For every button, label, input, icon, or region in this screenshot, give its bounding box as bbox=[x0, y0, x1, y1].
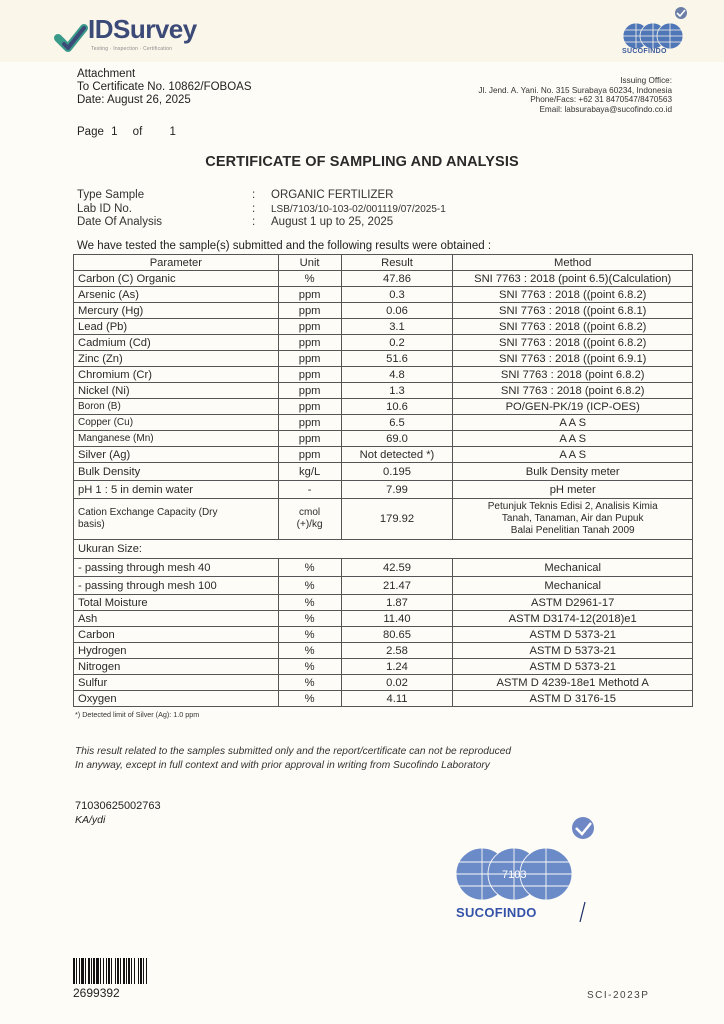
intro-text: We have tested the sample(s) submitted and the following results were obtained : bbox=[77, 240, 492, 252]
cell-parameter: Silver (Ag) bbox=[74, 447, 279, 463]
cell-unit-line: cmol bbox=[299, 507, 321, 518]
cell-parameter: Copper (Cu) bbox=[74, 415, 279, 431]
cell-result: 21.47 bbox=[341, 577, 453, 595]
cell-result: 11.40 bbox=[341, 611, 453, 627]
cell-result: 0.195 bbox=[341, 463, 453, 481]
disclaimer-line: In anyway, except in full context and with prior approval in writing from Sucofindo Laboratory bbox=[75, 759, 490, 771]
reference-block bbox=[75, 799, 161, 827]
page-of-label: of bbox=[132, 126, 143, 138]
barcode-bar bbox=[146, 958, 147, 984]
cell-parameter: Carbon bbox=[74, 627, 279, 643]
cell-result: 7.99 bbox=[341, 481, 453, 499]
cell-result: 179.92 bbox=[341, 499, 453, 540]
form-code: SCI-2023P bbox=[587, 990, 650, 1001]
cell-method: SNI 7763 : 2018 ((point 6.8.1) bbox=[453, 303, 693, 319]
table-row bbox=[74, 481, 693, 499]
barcode-bar bbox=[138, 958, 139, 984]
barcode-bar bbox=[108, 958, 110, 984]
cell-unit: ppm bbox=[278, 335, 341, 351]
column-header-parameter: Parameter bbox=[74, 255, 279, 271]
sample-info bbox=[77, 189, 446, 230]
cell-unit: % bbox=[278, 675, 341, 691]
cell-parameter: Nitrogen bbox=[74, 659, 279, 675]
cell-parameter-line: basis) bbox=[78, 519, 105, 530]
cell-parameter: Manganese (Mn) bbox=[74, 431, 279, 447]
cell-unit: ppm bbox=[278, 351, 341, 367]
cell-result: 3.1 bbox=[341, 319, 453, 335]
issuing-office-email: Email: labsurabaya@sucofindo.co.id bbox=[539, 104, 672, 114]
cell-result: 1.87 bbox=[341, 595, 453, 611]
table-row bbox=[74, 559, 693, 577]
cell-result: 1.3 bbox=[341, 383, 453, 399]
cell-unit: % bbox=[278, 577, 341, 595]
table-row bbox=[74, 627, 693, 643]
sample-info-value: ORGANIC FERTILIZER bbox=[271, 189, 394, 201]
barcode-bar bbox=[117, 958, 119, 984]
cell-unit: ppm bbox=[278, 303, 341, 319]
cell-unit: % bbox=[278, 595, 341, 611]
table-section-row bbox=[74, 540, 693, 559]
disclaimer bbox=[75, 745, 511, 772]
attachment-label: Attachment bbox=[77, 68, 136, 80]
cell-unit: ppm bbox=[278, 319, 341, 335]
sample-info-colon: : bbox=[252, 202, 256, 215]
cell-parameter: - passing through mesh 40 bbox=[74, 559, 279, 577]
table-row bbox=[74, 463, 693, 481]
cell-unit: % bbox=[278, 627, 341, 643]
barcode-bar bbox=[128, 958, 130, 984]
sample-info-colon: : bbox=[252, 189, 256, 201]
sample-info-value: LSB/7103/10-103-02/001119/07/2025-1 bbox=[271, 203, 446, 215]
cell-result: 80.65 bbox=[341, 627, 453, 643]
issuing-office-address: Jl. Jend. A. Yani. No. 315 Surabaya 60234, Indonesia bbox=[478, 85, 672, 95]
page-total: 1 bbox=[169, 126, 176, 138]
table-row bbox=[74, 595, 693, 611]
cell-unit: ppm bbox=[278, 447, 341, 463]
table-row bbox=[74, 383, 693, 399]
cell-result: 4.11 bbox=[341, 691, 453, 707]
cell-method-line: Balai Penelitian Tanah 2009 bbox=[510, 525, 635, 536]
table-row bbox=[74, 287, 693, 303]
barcode-bar bbox=[134, 958, 135, 984]
table-row bbox=[74, 431, 693, 447]
cell-method: ASTM D 5373-21 bbox=[453, 643, 693, 659]
cell-parameter: Zinc (Zn) bbox=[74, 351, 279, 367]
cell-result: 6.5 bbox=[341, 415, 453, 431]
barcode-bar bbox=[76, 958, 77, 984]
table-header-row bbox=[74, 255, 693, 271]
barcode-bar bbox=[103, 958, 104, 984]
column-header-unit: Unit bbox=[278, 255, 341, 271]
cell-unit: ppm bbox=[278, 399, 341, 415]
cell-parameter-line: Cation Exchange Capacity (Dry bbox=[78, 507, 218, 518]
cell-parameter: Boron (B) bbox=[74, 399, 279, 415]
sucofindo-logo-text: SUCOFINDO bbox=[622, 48, 667, 55]
cell-method-line: Petunjuk Teknis Edisi 2, Analisis Kimia bbox=[487, 501, 658, 512]
barcode-bar bbox=[106, 958, 107, 984]
cell-parameter: Carbon (C) Organic bbox=[74, 271, 279, 287]
cell-unit: % bbox=[278, 611, 341, 627]
cell-method: A A S bbox=[453, 447, 693, 463]
cell-parameter: Nickel (Ni) bbox=[74, 383, 279, 399]
cell-method: SNI 7763 : 2018 ((point 6.9.1) bbox=[453, 351, 693, 367]
cell-parameter: Cadmium (Cd) bbox=[74, 335, 279, 351]
table-row bbox=[74, 447, 693, 463]
table-row bbox=[74, 691, 693, 707]
sample-info-row bbox=[77, 203, 446, 217]
cell-result: 69.0 bbox=[341, 431, 453, 447]
table-row-cec bbox=[74, 499, 693, 540]
barcode-bar bbox=[131, 958, 132, 984]
table-row bbox=[74, 351, 693, 367]
cell-unit: ppm bbox=[278, 287, 341, 303]
table-row bbox=[74, 415, 693, 431]
cell-parameter: - passing through mesh 100 bbox=[74, 577, 279, 595]
cell-parameter: Oxygen bbox=[74, 691, 279, 707]
barcode-bar bbox=[96, 958, 99, 984]
cell-result: 51.6 bbox=[341, 351, 453, 367]
idsurvey-logo-text: IDSurvey bbox=[88, 14, 197, 44]
cell-result: 2.58 bbox=[341, 643, 453, 659]
sample-info-row bbox=[77, 216, 446, 230]
attachment-block bbox=[77, 68, 252, 107]
certificate-number: To Certificate No. 10862/FOBOAS bbox=[77, 81, 252, 93]
page-indicator bbox=[77, 126, 176, 138]
cell-result: 10.6 bbox=[341, 399, 453, 415]
sample-info-label: Lab ID No. bbox=[77, 202, 132, 215]
table-row bbox=[74, 611, 693, 627]
cell-method: Mechanical bbox=[453, 577, 693, 595]
cell-method: SNI 7763 : 2018 (point 6.8.2) bbox=[453, 367, 693, 383]
cell-parameter: pH 1 : 5 in demin water bbox=[74, 481, 279, 499]
cell-parameter: Sulfur bbox=[74, 675, 279, 691]
cell-method: ASTM D3174-12(2018)e1 bbox=[453, 611, 693, 627]
cell-method: ASTM D2961-17 bbox=[453, 595, 693, 611]
table-row bbox=[74, 271, 693, 287]
table-row bbox=[74, 577, 693, 595]
cell-unit bbox=[278, 499, 341, 540]
cell-parameter: Hydrogen bbox=[74, 643, 279, 659]
cell-parameter: Mercury (Hg) bbox=[74, 303, 279, 319]
cell-method: SNI 7763 : 2018 (point 6.5)(Calculation) bbox=[453, 271, 693, 287]
cell-method: Mechanical bbox=[453, 559, 693, 577]
cell-method: pH meter bbox=[453, 481, 693, 499]
barcode-bar bbox=[93, 958, 95, 984]
cell-unit: ppm bbox=[278, 367, 341, 383]
reference-number: 71030625002763 bbox=[75, 800, 161, 812]
cell-method: A A S bbox=[453, 431, 693, 447]
barcode-icon bbox=[73, 958, 174, 984]
table-row bbox=[74, 319, 693, 335]
cell-method: ASTM D 4239-18e1 Methotd A bbox=[453, 675, 693, 691]
barcode-bar bbox=[100, 958, 101, 984]
barcode-bar bbox=[85, 958, 86, 984]
barcode-bar bbox=[73, 958, 75, 984]
cell-method: A A S bbox=[453, 415, 693, 431]
cell-unit: % bbox=[278, 271, 341, 287]
results-table bbox=[73, 254, 693, 707]
cell-method: SNI 7763 : 2018 ((point 6.8.2) bbox=[453, 287, 693, 303]
barcode-bar bbox=[91, 958, 92, 984]
cell-method: PO/GEN-PK/19 (ICP-OES) bbox=[453, 399, 693, 415]
cell-method-line: Tanah, Tanaman, Air dan Pupuk bbox=[501, 513, 644, 524]
sample-info-row bbox=[77, 189, 446, 203]
issuing-office-block bbox=[478, 76, 672, 114]
cell-result: 1.24 bbox=[341, 659, 453, 675]
sample-info-label: Date Of Analysis bbox=[77, 216, 163, 228]
barcode-bar bbox=[140, 958, 142, 984]
footnote: *) Detected limit of Silver (Ag): 1.0 ppm bbox=[75, 710, 200, 719]
issuing-office-label: Issuing Office: bbox=[620, 76, 672, 85]
barcode-bar bbox=[120, 958, 121, 984]
reference-initials: KA/ydi bbox=[75, 814, 106, 826]
cell-result: 4.8 bbox=[341, 367, 453, 383]
cell-parameter: Lead (Pb) bbox=[74, 319, 279, 335]
sample-info-colon: : bbox=[252, 216, 256, 228]
barcode-bar bbox=[88, 958, 90, 984]
cell-parameter: Bulk Density bbox=[74, 463, 279, 481]
table-row bbox=[74, 643, 693, 659]
barcode-bar bbox=[81, 958, 84, 984]
cell-parameter bbox=[74, 499, 279, 540]
cell-method: ASTM D 5373-21 bbox=[453, 659, 693, 675]
issuing-office-phone: Phone/Facs: +62 31 8470547/8470563 bbox=[530, 95, 672, 104]
column-header-method: Method bbox=[453, 255, 693, 271]
barcode-bar bbox=[111, 958, 112, 984]
document-title: CERTIFICATE OF SAMPLING AND ANALYSIS bbox=[205, 154, 519, 170]
certificate-date: Date: August 26, 2025 bbox=[77, 94, 191, 106]
barcode-bar bbox=[123, 958, 125, 984]
cell-unit: % bbox=[278, 691, 341, 707]
cell-result: 0.06 bbox=[341, 303, 453, 319]
cell-parameter: Ash bbox=[74, 611, 279, 627]
page-current: 1 bbox=[111, 126, 118, 138]
cell-result: 0.3 bbox=[341, 287, 453, 303]
cell-result: 0.2 bbox=[341, 335, 453, 351]
cell-method: ASTM D 3176-15 bbox=[453, 691, 693, 707]
cell-unit: % bbox=[278, 559, 341, 577]
stamp-text: SUCOFINDO bbox=[456, 905, 537, 920]
cell-parameter: Total Moisture bbox=[74, 595, 279, 611]
table-row bbox=[74, 367, 693, 383]
cell-result: 0.02 bbox=[341, 675, 453, 691]
sample-info-label: Type Sample bbox=[77, 189, 145, 201]
table-row bbox=[74, 675, 693, 691]
table-row bbox=[74, 335, 693, 351]
table-row bbox=[74, 659, 693, 675]
cell-result: Not detected *) bbox=[341, 447, 453, 463]
column-header-result: Result bbox=[341, 255, 453, 271]
idsurvey-tagline: Testing · Inspection · Certification bbox=[91, 46, 173, 52]
cell-unit: kg/L bbox=[278, 463, 341, 481]
barcode-bar bbox=[115, 958, 116, 984]
disclaimer-line: This result related to the samples submitted only and the report/certificate can not be reproduced bbox=[75, 746, 512, 757]
sample-info-value: August 1 up to 25, 2025 bbox=[271, 216, 394, 228]
cell-method: Bulk Density meter bbox=[453, 463, 693, 481]
cell-unit: ppm bbox=[278, 431, 341, 447]
table-row bbox=[74, 399, 693, 415]
cell-parameter: Arsenic (As) bbox=[74, 287, 279, 303]
cell-unit: ppm bbox=[278, 383, 341, 399]
page-label: Page bbox=[77, 126, 104, 138]
cell-unit: ppm bbox=[278, 415, 341, 431]
cell-method bbox=[453, 499, 693, 540]
cell-parameter: Chromium (Cr) bbox=[74, 367, 279, 383]
cell-result: 47.86 bbox=[341, 271, 453, 287]
cell-result: 42.59 bbox=[341, 559, 453, 577]
barcode-bar bbox=[143, 958, 144, 984]
barcode-bar bbox=[79, 958, 80, 984]
barcode-number: 2699392 bbox=[73, 986, 120, 1000]
cell-method: SNI 7763 : 2018 ((point 6.8.2) bbox=[453, 319, 693, 335]
cell-method: SNI 7763 : 2018 (point 6.8.2) bbox=[453, 383, 693, 399]
cell-unit-line: (+)/kg bbox=[296, 519, 323, 530]
section-label: Ukuran Size: bbox=[74, 540, 693, 559]
stamp-code: 7103 bbox=[502, 869, 527, 881]
cell-unit: % bbox=[278, 643, 341, 659]
barcode-bar bbox=[126, 958, 127, 984]
cell-unit: - bbox=[278, 481, 341, 499]
cell-method: SNI 7763 : 2018 ((point 6.8.2) bbox=[453, 335, 693, 351]
cell-method: ASTM D 5373-21 bbox=[453, 627, 693, 643]
table-row bbox=[74, 303, 693, 319]
cell-unit: % bbox=[278, 659, 341, 675]
